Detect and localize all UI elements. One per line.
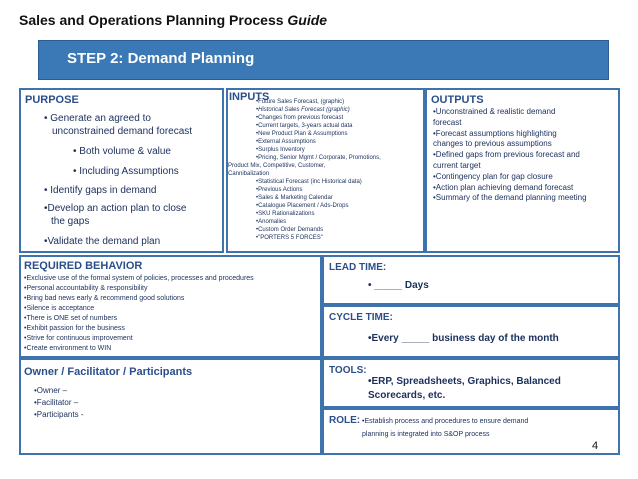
required-behavior-item: •Exhibit passion for the business bbox=[24, 325, 125, 332]
tools-header: TOOLS: bbox=[329, 365, 367, 376]
inputs-item: Product Mix, Competitive, Customer, bbox=[228, 163, 326, 169]
purpose-section bbox=[19, 88, 224, 253]
step-label: STEP 2: Demand Planning bbox=[67, 50, 255, 67]
inputs-item: •Surplus Inventory bbox=[256, 147, 305, 153]
inputs-item: •Catalogue Placement / Ads-Drops bbox=[256, 203, 349, 209]
required-behavior-header: REQUIRED BEHAVIOR bbox=[24, 260, 143, 272]
required-behavior-item: •Bring bad news early & recommend good solutions bbox=[24, 295, 185, 302]
required-behavior-item: •Exclusive use of the formal system of policies, processes and procedures bbox=[24, 275, 254, 282]
inputs-header: INPUTS bbox=[229, 91, 270, 103]
tools-line-2: Scorecards, etc. bbox=[368, 390, 446, 401]
inputs-item: •Anomalies bbox=[256, 219, 287, 225]
outputs-list bbox=[433, 107, 616, 204]
cycle-time-header: CYCLE TIME: bbox=[329, 312, 393, 323]
purpose-item: •Validate the demand plan bbox=[44, 236, 161, 247]
cycle-time-value: •Every _____ business day of the month bbox=[368, 333, 559, 344]
required-behavior-item: •Silence is acceptance bbox=[24, 305, 95, 312]
purpose-item: unconstrained demand forecast bbox=[52, 126, 193, 137]
outputs-item: •Defined gaps from previous forecast and bbox=[433, 150, 580, 160]
inputs-list bbox=[228, 98, 424, 242]
inputs-item: •SKU Rationalizations bbox=[256, 211, 315, 217]
outputs-item: •Contingency plan for gap closure bbox=[433, 171, 553, 181]
role-section bbox=[322, 408, 620, 455]
purpose-header: PURPOSE bbox=[25, 94, 79, 106]
inputs-item: •Statistical Forecast (inc Historical data) bbox=[256, 179, 362, 185]
cycle-time-section bbox=[322, 305, 620, 358]
purpose-item: • Identify gaps in demand bbox=[44, 185, 157, 196]
lead-time-section bbox=[322, 255, 620, 305]
outputs-item: current target bbox=[433, 160, 481, 170]
required-behavior-item: •Personal accountability & responsibility bbox=[24, 285, 148, 292]
outputs-item: •Summary of the demand planning meeting bbox=[433, 193, 587, 203]
inputs-item: •Custom Order Demands bbox=[256, 227, 324, 233]
owner-section bbox=[19, 358, 322, 455]
inputs-item: •Previous Actions bbox=[256, 187, 303, 193]
owner-item: •Owner – bbox=[34, 386, 68, 395]
purpose-item: •Develop an action plan to close bbox=[44, 203, 187, 214]
inputs-item: •Historical Sales Forecast (graphic) bbox=[256, 107, 350, 113]
required-behavior-list bbox=[24, 274, 254, 354]
purpose-item: • Generate an agreed to bbox=[44, 113, 151, 124]
inputs-item: •"PORTERS 5 FORCES" bbox=[256, 235, 323, 241]
outputs-item: •Forecast assumptions highlighting bbox=[433, 128, 557, 138]
purpose-item: • Including Assumptions bbox=[73, 166, 179, 177]
role-line-2: planning is integrated into S&OP process bbox=[362, 431, 490, 438]
tools-line-1: •ERP, Spreadsheets, Graphics, Balanced bbox=[368, 376, 561, 387]
tools-section bbox=[322, 358, 620, 408]
inputs-item: •Current targets, 3-years actual data bbox=[256, 123, 353, 129]
lead-time-header: LEAD TIME: bbox=[329, 262, 387, 273]
outputs-item: forecast bbox=[433, 117, 462, 127]
page-number: 4 bbox=[592, 440, 599, 452]
inputs-section bbox=[226, 88, 425, 253]
document-title-main: Sales and Operations Planning Process bbox=[19, 12, 288, 28]
outputs-section bbox=[425, 88, 620, 253]
required-behavior-item: •There is ONE set of numbers bbox=[24, 315, 118, 322]
inputs-item: •Sales & Marketing Calendar bbox=[256, 195, 333, 201]
inputs-item: •Pricing, Senior Mgmt / Corporate, Promotions, bbox=[256, 155, 381, 161]
owner-item: •Facilitator – bbox=[34, 398, 79, 407]
role-line-1: •Establish process and procedures to ensure demand bbox=[362, 418, 529, 425]
purpose-item: • Both volume & value bbox=[73, 146, 171, 157]
inputs-item: •Changes from previous forecast bbox=[256, 115, 344, 121]
required-behavior-section bbox=[19, 255, 322, 358]
inputs-item: Cannibalization bbox=[228, 171, 270, 177]
owner-header: Owner / Facilitator / Participants bbox=[24, 366, 193, 378]
outputs-item: changes to previous assumptions bbox=[433, 139, 552, 149]
lead-time-value: • _____ Days bbox=[368, 280, 429, 291]
required-behavior-item: •Strive for continuous improvement bbox=[24, 335, 133, 342]
inputs-item: •External Assumptions bbox=[256, 139, 316, 145]
document-title bbox=[19, 12, 327, 28]
role-header: ROLE: bbox=[329, 415, 361, 426]
outputs-item: •Action plan achieving demand forecast bbox=[433, 182, 574, 192]
outputs-item: •Unconstrained & realistic demand bbox=[433, 107, 556, 116]
owner-list bbox=[34, 385, 83, 421]
inputs-item: •Future Sales Forecast, (graphic) bbox=[256, 99, 345, 105]
inputs-item: •New Product Plan & Assumptions bbox=[256, 131, 348, 137]
purpose-item: the gaps bbox=[51, 216, 90, 227]
document-title-italic: Guide bbox=[287, 12, 328, 28]
owner-item: •Participants - bbox=[34, 410, 84, 419]
required-behavior-item: •Create environment to WIN bbox=[24, 345, 112, 352]
step-banner bbox=[38, 40, 609, 80]
outputs-header: OUTPUTS bbox=[431, 94, 484, 106]
